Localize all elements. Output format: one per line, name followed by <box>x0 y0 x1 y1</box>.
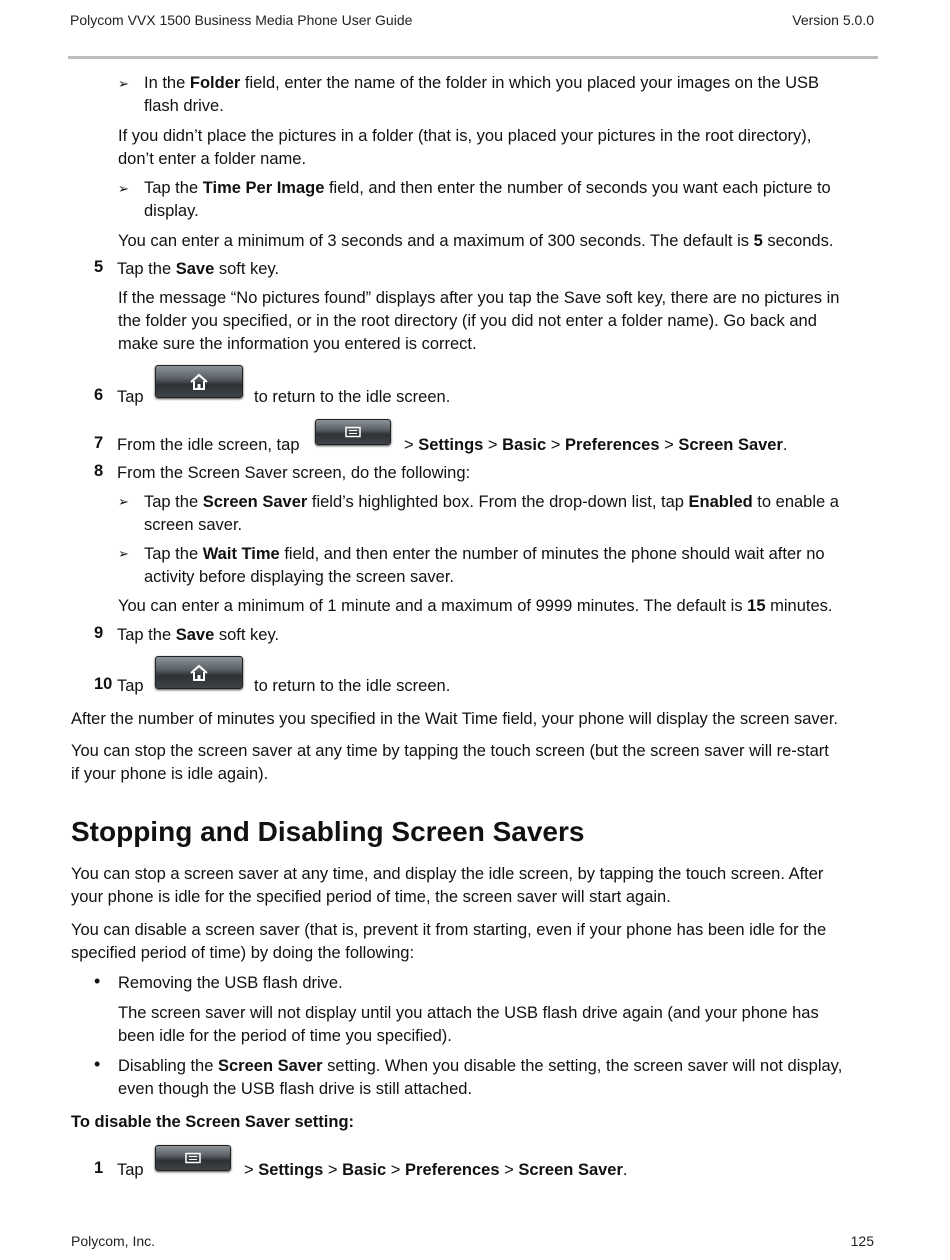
section-title: Stopping and Disabling Screen Savers <box>71 816 585 847</box>
step-time-per-image: Tap the Time Per Image field, and then enter the number of seconds you want each picture to display. <box>144 179 831 220</box>
arrow-bullet-icon: ➢ <box>118 76 129 91</box>
arrow-bullet-icon: ➢ <box>118 494 129 509</box>
note-no-pictures: If the message “No pictures found” displays after you tap the Save soft key, there are no pictures in the folder you specified, or in the root directory (if you did not enter a folder name). Go back and make sure the information you entered is correct. <box>118 289 840 353</box>
step-8-text: From the Screen Saver screen, do the following: <box>117 464 471 482</box>
procedure-title: To disable the Screen Saver setting: <box>71 1113 355 1131</box>
header-title: Polycom VVX 1500 Business Media Phone User Guide <box>70 12 413 28</box>
bullet-disable-setting: Disabling the Screen Saver setting. When you disable the setting, the screen saver will not display, even though the USB flash drive is still attached. <box>118 1057 843 1098</box>
menu-button[interactable] <box>155 1145 231 1171</box>
home-icon <box>189 664 209 682</box>
home-button[interactable] <box>155 365 243 398</box>
step-5-text: Tap the Save soft key. <box>117 260 280 278</box>
step-number: 7 <box>94 434 104 452</box>
step-10-text: to return to the idle screen. <box>254 677 451 695</box>
note-seconds: You can enter a minimum of 3 seconds and a maximum of 300 seconds. The default is 5 seconds. <box>118 232 834 250</box>
footer-company: Polycom, Inc. <box>71 1233 156 1249</box>
bullet-remove-usb-note: The screen saver will not display until you attach the USB flash drive again (and your phone has been idle for the period of time you specified). <box>118 1004 819 1045</box>
section-paragraph-1: You can stop a screen saver at any time, and display the idle screen, by tapping the touch screen. After your phone is idle for the specified period of time, the screen saver will start again. <box>71 865 824 906</box>
header-version: Version 5.0.0 <box>792 12 874 28</box>
paragraph-wait-time: After the number of minutes you specified in the Wait Time field, your phone will display the screen saver. <box>71 710 839 728</box>
step-7-path: > Settings > Basic > Preferences > Screen Saver. <box>404 436 788 454</box>
step-number: 1 <box>94 1159 104 1177</box>
footer-page-number: 125 <box>850 1233 874 1249</box>
step-wait-time: Tap the Wait Time field, and then enter the number of minutes the phone should wait after no activity before displaying the screen saver. <box>144 545 825 586</box>
step-number: 10 <box>94 675 113 693</box>
step-screen-saver-field: Tap the Screen Saver field’s highlighted box. From the drop-down list, tap Enabled to enable a screen saver. <box>144 493 839 534</box>
menu-button[interactable] <box>315 419 391 445</box>
section-paragraph-2: You can disable a screen saver (that is, prevent it from starting, even if your phone has been idle for the specified period of time) by doing the following: <box>71 921 827 962</box>
menu-icon <box>345 427 361 438</box>
arrow-bullet-icon: ➢ <box>118 546 129 561</box>
step-number: 5 <box>94 258 104 276</box>
step-number: 6 <box>94 386 104 404</box>
step-number: 8 <box>94 462 104 480</box>
bullet-remove-usb: Removing the USB flash drive. <box>118 974 343 992</box>
step-10-tap: Tap <box>117 677 144 695</box>
header-divider <box>68 56 878 59</box>
note-minutes: You can enter a minimum of 1 minute and a maximum of 9999 minutes. The default is 15 minutes. <box>118 597 833 615</box>
step-folder: In the Folder field, enter the name of the folder in which you placed your images on the USB flash drive. <box>144 74 820 115</box>
menu-icon <box>185 1153 201 1164</box>
step-6-tap: Tap <box>117 388 144 406</box>
procedure-step-1-path: > Settings > Basic > Preferences > Screen Saver. <box>244 1161 628 1179</box>
home-button[interactable] <box>155 656 243 689</box>
note-folder: If you didn’t place the pictures in a folder (that is, you placed your pictures in the root directory), don’t enter a folder name. <box>118 127 812 168</box>
bullet-icon: • <box>94 971 101 991</box>
home-icon <box>189 373 209 391</box>
arrow-bullet-icon: ➢ <box>118 181 129 196</box>
step-number: 9 <box>94 624 104 642</box>
step-9-text: Tap the Save soft key. <box>117 626 280 644</box>
paragraph-stop-saver: You can stop the screen saver at any time by tapping the touch screen (but the screen saver will re-start if your phone is idle again). <box>71 742 829 783</box>
procedure-step-1-tap: Tap <box>117 1161 144 1179</box>
step-6-text: to return to the idle screen. <box>254 388 451 406</box>
step-7-text: From the idle screen, tap <box>117 436 300 454</box>
bullet-icon: • <box>94 1054 101 1074</box>
